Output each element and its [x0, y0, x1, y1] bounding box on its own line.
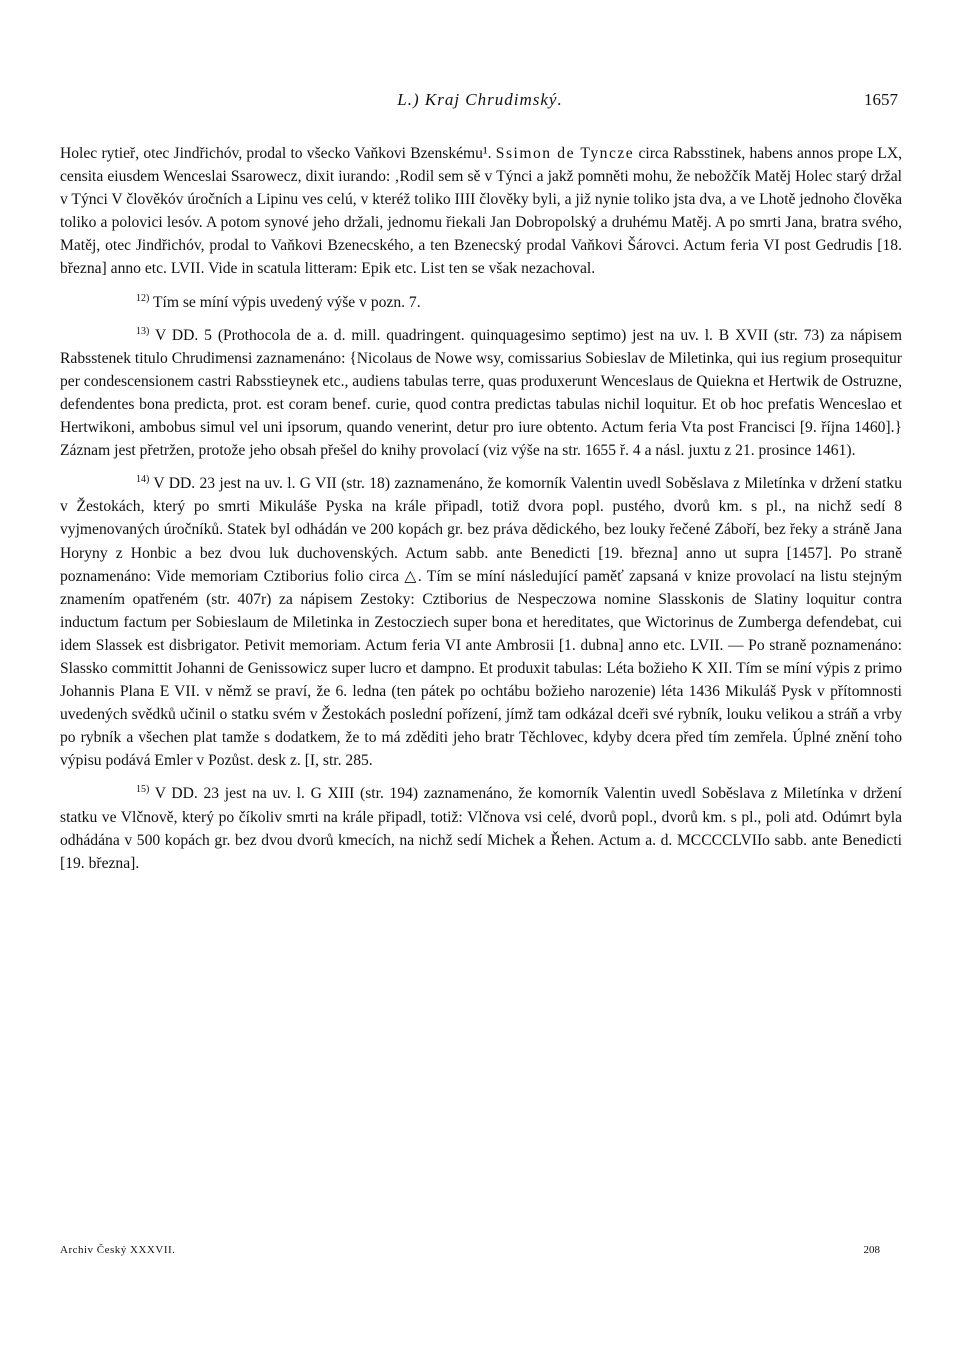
footnote-text: Tím se míní výpis uvedený výše v pozn. 7. — [152, 293, 421, 311]
footnote-text: V DD. 23 jest na uv. l. G XIII (str. 194) zaznamenáno, že komorník Valentin uvedl Soběslava z Miletínka v držení statku ve Vlčnově, který po číkoliv smrti na krále připadl, totiž: Vlčnova vsi celé, dvorů popl., dvorů km. s pl., poli atd. Odúmrt byla odhádána v 500 kopách gr. bez dvou dvorů kmecích, na nichž sedí Michek a Řehen. Actum a. d. MCCCCLVIIo sabb. ante Benedicti [19. března]. — [60, 785, 902, 872]
body-text — [60, 142, 902, 881]
footnote-text: V DD. 23 jest na uv. l. G VII (str. 18) zaznamenáno, že komorník Valentin uvedl Soběslava z Miletínka v držení statku v Žestokách, který po smrti Mikuláše Pyska na krále připadl, totiž dvora popl. pustého, dvorů km. s pl., na nichž sedí 8 vyjmenovaných úročníků. Statek byl odhádán ve 200 kopách gr. bez práva dědického, bez louky řečené Záboří, bez řeky a stráně Jana Horyny z Honbic a bez dvou luk duchovenských. Actum sabb. ante Benedicti [19. března] anno ut supra [1457]. Po straně poznamenáno: Vide memoriam Cztiborius folio circa △. Tím se míní následující paměť zapsaná v knize provolací na listu stejným znamením opatřeném (str. 407r) za nápisem Zestoky: Cztiborius de Nespeczowa nomine Slasskonis de Slatiny loquitur contra inductum factum per Sobieslaum de Miletinka in Zestocziech super bona et hereditates, que Wictorinus de Zumberga defendebat, cui idem Slassek est disbrigator. Petivit memoriam. Actum feria VI ante Ambrosii [1. dubna] anno etc. LVII. — Po straně poznamenáno: Slassko committit Johanni de Genissowicz super lucro et dampno. Et produxit tabulas: Léta božieho K XII. Tím se míní výpis z primo Johannis Plana E VII. v němž se praví, že 6. ledna (ten pátek po ochtábu božieho narozenie) léta 1436 Mikuláš Pysk v přítomnosti uvedených svědků učinil o statku svém v Žestokách poslední pořízení, jímž tam odkázal dceři své rybník, louku velikou a stráň a vrby po rybník a všechen plat tamže s dodatkem, že to má zděditi jeho bratr Těchlovec, kdyby dcera před tím zemřela. Úplné znění toho výpisu podává Emler v Pozůst. desk z. [I, str. 285. — [60, 475, 902, 770]
printer-signature: Archiv Český XXXVII. — [60, 1244, 176, 1256]
footnote-13 — [60, 324, 902, 463]
main-intro: Holec rytieř, otec Jindřichóv, prodal to všecko Vaňkovi Bzenskému¹. — [60, 145, 492, 162]
page-number: 1657 — [864, 90, 898, 109]
footnote-marker: 14) — [136, 474, 150, 486]
main-continuation: circa Rabsstinek, habens annos prope LX, censita eiusdem Wenceslai Ssarowecz, dixit iurando: ‚Rodil sem sě v Týnci a jakž pomněti mohu, že nebožčík Matěj Holec starý držal v Týnci V člověkóv úročních a Lipinu ves celú, v kteréž toliko IIII člověky byli, a již nynie toliko jsta dva, a ve Lhotě jednoho člověka toliko a polovici lesóv. A potom synové jeho držali, jednomu řiekali Jan Dobropolský a druhému Matěj. A po smrti Jana, bratra svého, Matěj, otec Jindřichóv, prodal to Vaňkovi Bzenecského, a ten Bzenecský prodal Vaňkovi Šárovci. Actum feria VI post Gedrudis [18. března] anno etc. LVII. Vide in scatula litteram: Epik etc. List ten se však nezachoval. — [60, 145, 902, 278]
main-paragraph — [60, 142, 902, 281]
footnote-marker: 13) — [136, 325, 150, 337]
page-header — [60, 90, 900, 116]
main-latin-lead: Ssimon de Tyncze — [495, 145, 635, 162]
footnote-marker: 12) — [136, 292, 150, 304]
footnote-12 — [60, 291, 902, 314]
page-footer — [60, 1244, 900, 1264]
footnote-14 — [60, 472, 902, 772]
sheet-number: 208 — [863, 1244, 880, 1256]
footnote-15 — [60, 782, 902, 874]
footnote-marker: 15) — [136, 784, 150, 796]
footnote-text: V DD. 5 (Prothocola de a. d. mill. quadringent. quinquagesimo septimo) jest na uv. l. B XVII (str. 73) za nápisem Rabsstenek titulo Chrudimensi zaznamenáno: {Nicolaus de Nowe wsy, comissarius Sobieslav de Miletinka, qui ius regium prosequitur per condescensionem castri Rabsstieynek etc., audiens tabulas terre, quas produxerunt Wenceslaus de Quiekna et Hertwik de Ostruzne, defendentes bona predicta, prot. est coram benef. curie, quod contra predictas tabulas nichil loquitur. Et ob hoc prefatis Wenceslao et Hertwikoni, ambobus simul vel uni ipsorum, quando venerint, detur pro iure obtento. Actum feria Vta post Francisci [9. října 1460].} Záznam jest přetržen, protože jeho obsah přešel do knihy provolací (viz výše na str. 1655 ř. 4 a násl. juxtu z 21. prosince 1461). — [60, 326, 902, 460]
running-title: L.) Kraj Chrudimský. — [397, 90, 563, 109]
